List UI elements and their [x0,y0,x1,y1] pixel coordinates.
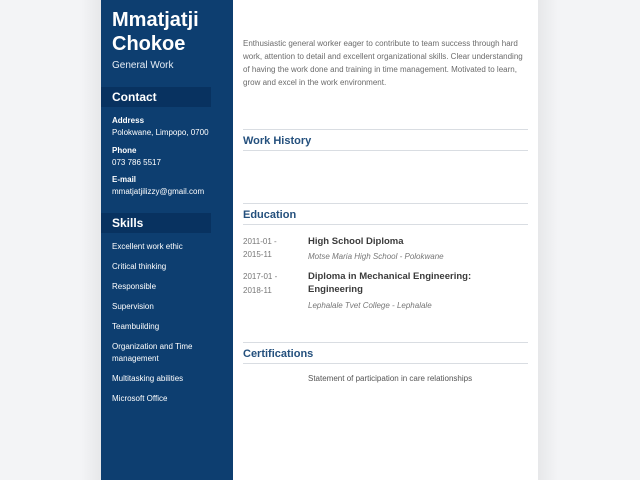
education-date-end: 2018-11 [243,286,272,295]
certifications-heading: Certifications [243,342,528,364]
education-date-start: 2011-01 - [243,237,277,246]
skill-item: Organization and Time management [112,342,193,363]
skill-item: Multitasking abilities [112,374,184,383]
skill-item: Microsoft Office [112,394,168,403]
job-title: General Work [112,60,174,71]
skill-item: Critical thinking [112,262,167,271]
phone-label: Phone [112,146,137,155]
education-date-end: 2015-11 [243,250,272,259]
skill-item: Excellent work ethic [112,242,183,251]
work-history-heading: Work History [243,129,528,151]
phone-value: 073 786 5517 [112,158,161,167]
page-shadow-right [538,0,558,480]
skill-item: Supervision [112,302,154,311]
professional-summary: Enthusiastic general worker eager to contribute to team success through hard work, attention to detail and excellent organizational skills. Clear understanding of having the work done and training in time management. Motivated to learn, grow and excel in the work environment. [243,39,523,87]
education-date-start: 2017-01 - [243,272,278,281]
certification-item: Statement of participation in care relationships [308,374,473,383]
email-label: E-mail [112,175,137,184]
page-shadow-left [81,0,101,480]
resume-sidebar [101,0,233,480]
contact-heading: Contact [101,87,211,107]
email-value: mmatjatjilizzy@gmail.com [112,187,205,196]
candidate-name: Mmatjatji Chokoe [112,9,199,55]
skill-item: Responsible [112,282,157,291]
resume-page [101,0,538,480]
address-value: Polokwane, Limpopo, 0700 [112,128,209,137]
education-heading: Education [243,203,528,225]
address-label: Address [112,116,145,125]
education-degree: High School Diploma [308,236,404,247]
skills-heading: Skills [101,213,211,233]
education-school: Lephalale Tvet College - Lephalale [308,301,432,310]
education-school: Motse Maria High School - Polokwane [308,252,444,261]
education-degree: Diploma in Mechanical Engineering: Engineering [308,271,472,295]
skills-list [112,241,230,413]
skill-item: Teambuilding [112,322,160,331]
